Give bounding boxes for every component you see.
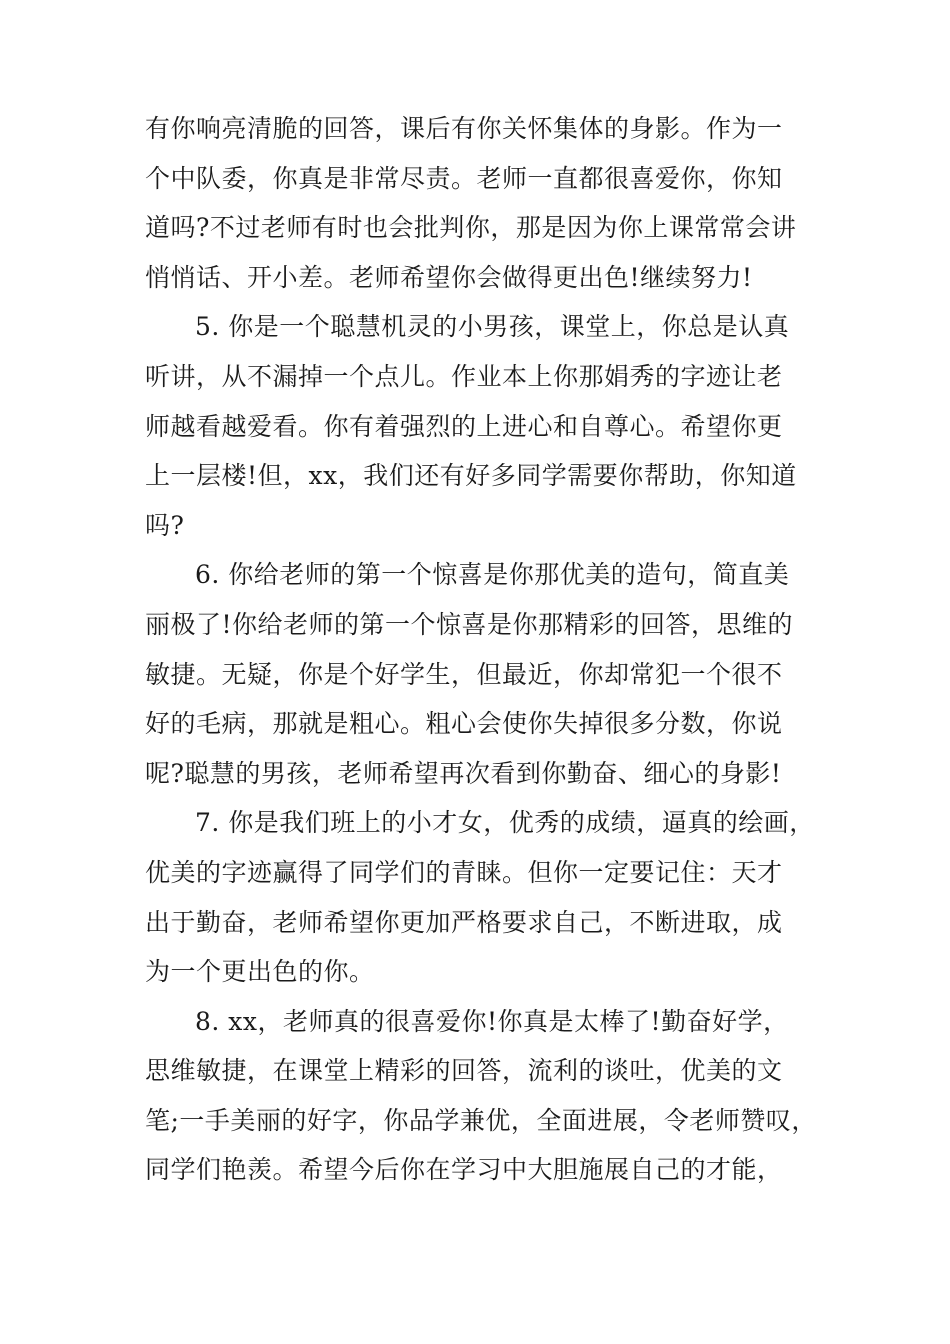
paragraph-start-line: 7. 你是我们班上的小才女，优秀的成绩，逼真的绘画，: [195, 808, 815, 838]
paragraph-start-line: 8. xx，老师真的很喜爱你!你真是太棒了!勤奋好学，: [195, 1006, 789, 1036]
text-line: 有你响亮清脆的回答，课后有你关怀集体的身影。作为一: [145, 114, 783, 143]
text-line: 吗?: [145, 510, 185, 540]
text-line: 丽极了!你给老师的第一个惊喜是你那精彩的回答，思维的: [145, 609, 794, 639]
document-body: [145, 104, 835, 1195]
text-line: 道吗?不过老师有时也会批判你，那是因为你上课常常会讲: [145, 213, 797, 243]
text-line: 个中队委，你真是非常尽责。老师一直都很喜爱你，你知: [145, 163, 783, 193]
text-line: 上一层楼!但，xx，我们还有好多同学需要你帮助，你知道: [145, 461, 797, 491]
text-line: 为一个更出色的你。: [145, 957, 375, 987]
text-line: 悄悄话、开小差。老师希望你会做得更出色!继续努力!: [145, 262, 753, 292]
text-line: 好的毛病，那就是粗心。粗心会使你失掉很多分数，你说: [145, 709, 783, 739]
text-line: 敏捷。无疑，你是个好学生，但最近，你却常犯一个很不: [145, 659, 783, 689]
paragraph-start-line: 5. 你是一个聪慧机灵的小男孩，课堂上，你总是认真: [195, 312, 790, 342]
text-line: 呢?聪慧的男孩，老师希望再次看到你勤奋、细心的身影!: [145, 758, 782, 788]
text-line: 师越看越爱看。你有着强烈的上进心和自尊心。希望你更: [145, 411, 783, 441]
text-line: 笔;一手美丽的好字，你品学兼优，全面进展，令老师赞叹，: [145, 1105, 817, 1135]
text-line: 优美的字迹赢得了同学们的青睐。但你一定要记住：天才: [145, 857, 783, 887]
text-line: 听讲，从不漏掉一个点儿。作业本上你那娟秀的字迹让老: [145, 361, 783, 391]
paragraph-start-line: 6. 你给老师的第一个惊喜是你那优美的造句，简直美: [195, 560, 790, 590]
text-line: 同学们艳羡。希望今后你在学习中大胆施展自己的才能，: [145, 1155, 783, 1185]
text-line: 出于勤奋，老师希望你更加严格要求自己，不断进取，成: [145, 907, 783, 937]
text-line: 思维敏捷，在课堂上精彩的回答，流利的谈吐，优美的文: [145, 1056, 783, 1086]
